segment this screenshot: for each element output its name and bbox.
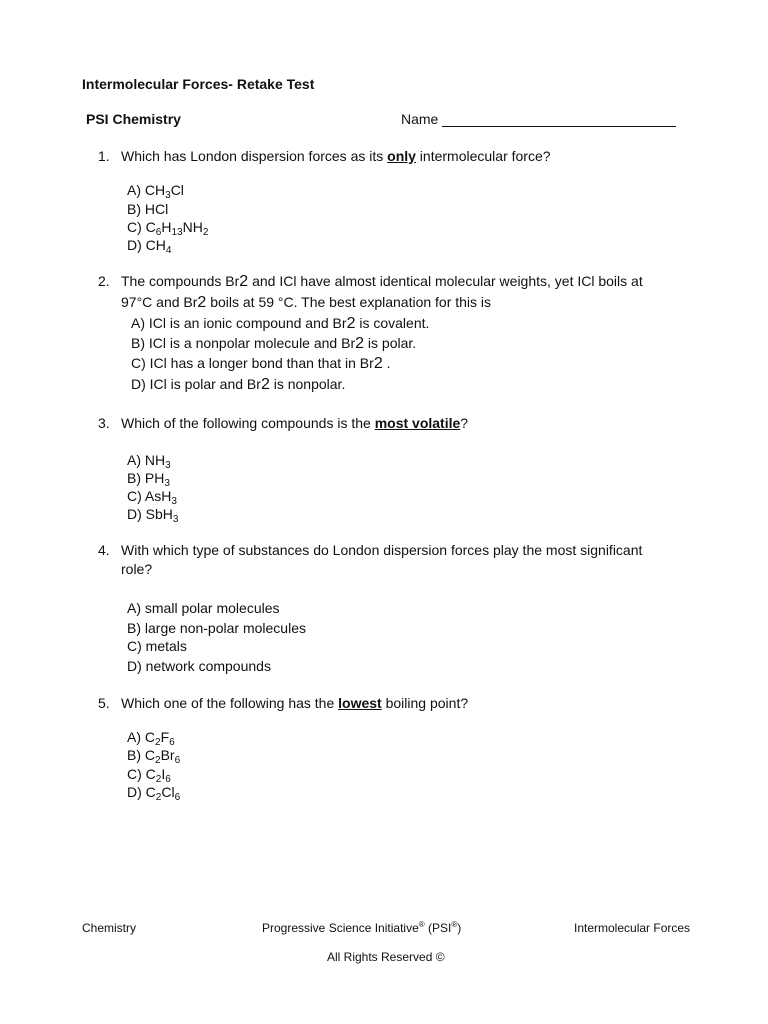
question-3-option-a: A) $NH_3$: [127, 452, 171, 471]
question-1-option-c: C) $C_6H_{13}NH_2$: [127, 219, 209, 238]
question-3-text: Which of the following compounds is the most volatile?: [121, 415, 469, 431]
footer-right: Intermolecular Forces: [574, 921, 691, 935]
question-4-text-line-2: role?: [121, 561, 153, 577]
question-2-option-a: A) ICl is an ionic compound and Br2 is covalent.: [131, 315, 430, 332]
question-3-option-c: C) AsH$_3$: [127, 488, 177, 507]
question-5-option-d: D) $C_2Cl_6$: [127, 784, 181, 803]
emphasis-only: only: [387, 148, 416, 164]
question-4-option-a: A) small polar molecules: [127, 600, 280, 616]
question-2-number: 2.: [98, 273, 110, 289]
question-1-text: Which has London dispersion forces as its only intermolecular force?: [121, 148, 551, 164]
question-1-option-d: D) $CH_4$: [127, 237, 172, 256]
question-4-option-c: C) metals: [127, 638, 187, 654]
name-blank-line[interactable]: [442, 126, 676, 127]
question-2-text-line-2: 97°C and Br2 boils at 59 °C. The best explanation for this is: [121, 294, 492, 311]
question-3-number: 3.: [98, 415, 110, 431]
question-4-number: 4.: [98, 542, 110, 558]
emphasis-most-volatile: most volatile: [374, 415, 461, 431]
page-title: Intermolecular Forces- Retake Test: [82, 76, 315, 92]
question-5-number: 5.: [98, 695, 110, 711]
question-5-text: Which one of the following has the lowest boiling point?: [121, 695, 469, 711]
question-2-option-d: D) ICl is polar and Br2 is nonpolar.: [131, 376, 346, 393]
emphasis-lowest: lowest: [338, 695, 382, 711]
question-5-option-b: B) $C_2Br_6$: [127, 747, 181, 766]
question-4-text-line-1: With which type of substances do London dispersion forces play the most significant: [121, 542, 643, 558]
footer-middle: Progressive Science Initiative® (PSI®): [262, 920, 462, 935]
question-4-option-b: B) large non-polar molecules: [127, 620, 306, 636]
question-1-number: 1.: [98, 148, 110, 164]
question-1-option-b: B) HCl: [127, 201, 169, 217]
question-2-option-c: C) ICl has a longer bond than that in Br2 .: [131, 355, 391, 372]
question-3-option-d: D) SbH$_3$: [127, 506, 179, 525]
question-1-option-a: A) $CH_3Cl$: [127, 182, 184, 201]
question-5-option-a: A) $C_2F_6$: [127, 729, 175, 748]
footer-left: Chemistry: [82, 921, 137, 935]
question-4-option-d: D) network compounds: [127, 658, 271, 674]
name-label: Name: [401, 111, 439, 127]
question-5-option-c: C) $C_2I_6$: [127, 766, 171, 785]
question-3-option-b: B) $PH_3$: [127, 470, 170, 489]
question-2-option-b: B) ICl is a nonpolar molecule and Br2 is polar.: [131, 335, 417, 352]
course-name: PSI Chemistry: [86, 111, 181, 127]
question-2-text-line-1: The compounds Br2 and ICl have almost identical molecular weights, yet ICl boils at: [121, 273, 643, 290]
footer-copyright: All Rights Reserved ©: [327, 950, 445, 964]
